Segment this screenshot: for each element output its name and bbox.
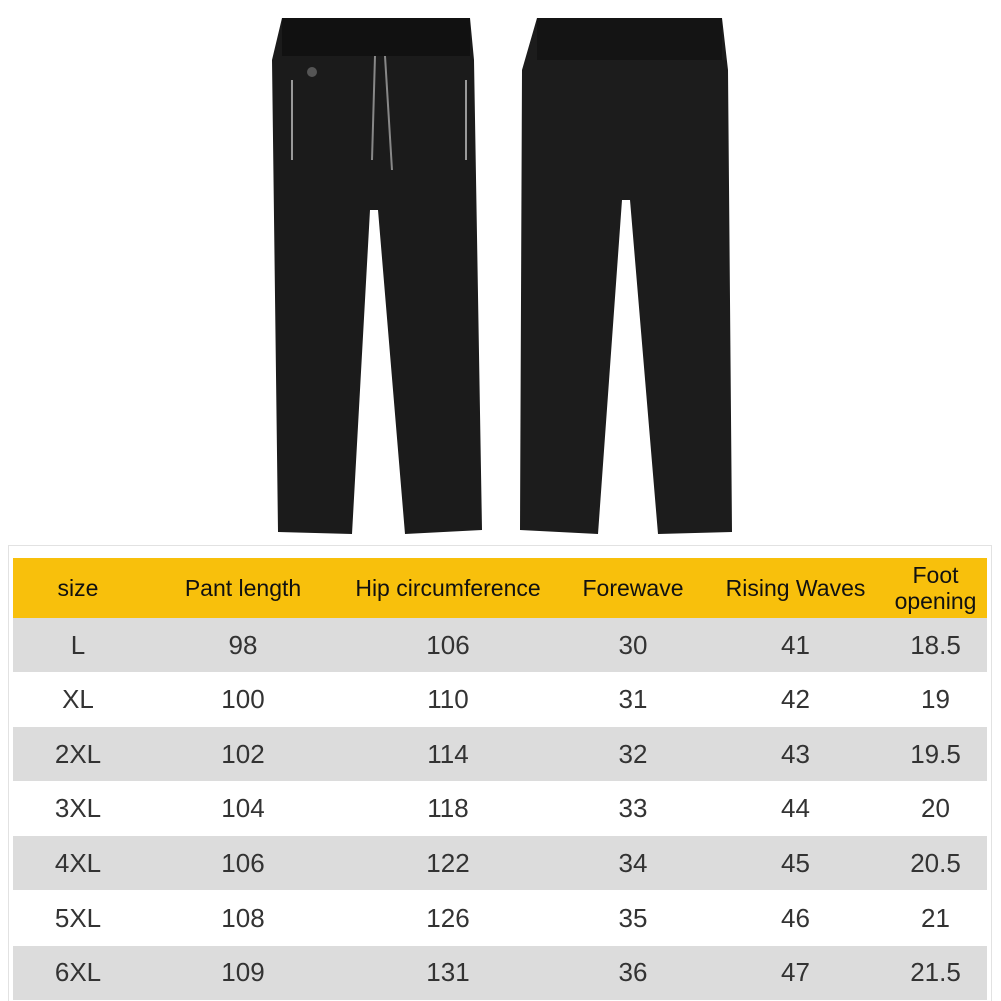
table-row <box>13 673 987 727</box>
pants-back <box>520 18 732 534</box>
cell-size: 6XL <box>54 957 102 988</box>
header-size: size <box>57 575 99 601</box>
header-forewave: Forewave <box>582 575 684 601</box>
header-hip: Hip circumference <box>355 575 541 601</box>
cell-pant-length: 108 <box>221 902 265 933</box>
table-header <box>13 558 987 618</box>
cell-foot-opening: 20.5 <box>910 847 961 878</box>
cell-size: 2XL <box>54 738 102 769</box>
cell-rising-waves: 47 <box>781 957 810 988</box>
table-row <box>13 946 987 1000</box>
cell-rising-waves: 43 <box>781 738 810 769</box>
cell-foot-opening: 18.5 <box>910 629 961 660</box>
cell-hip: 110 <box>427 684 469 715</box>
cell-foot-opening: 19 <box>921 684 950 715</box>
header-rising-waves: Rising Waves <box>725 575 866 601</box>
cell-pant-length: 98 <box>228 629 258 660</box>
table-row <box>13 618 987 672</box>
table-row <box>13 782 987 836</box>
cell-size: 4XL <box>54 847 102 878</box>
cell-rising-waves: 41 <box>781 629 810 660</box>
table-row <box>13 836 987 890</box>
cell-hip: 126 <box>426 902 470 933</box>
cell-foot-opening: 19.5 <box>910 738 961 769</box>
cell-size: 5XL <box>54 902 102 933</box>
cell-pant-length: 100 <box>221 684 265 715</box>
cell-pant-length: 104 <box>221 793 265 824</box>
cell-size: 3XL <box>54 793 102 824</box>
cell-forewave: 30 <box>618 629 648 660</box>
table-row <box>13 727 987 781</box>
cell-foot-opening: 20 <box>921 793 950 824</box>
cell-rising-waves: 45 <box>781 847 810 878</box>
cell-forewave: 32 <box>618 738 648 769</box>
cell-forewave: 35 <box>618 902 648 933</box>
cell-pant-length: 106 <box>221 847 265 878</box>
cell-pant-length: 109 <box>221 957 265 988</box>
cell-rising-waves: 46 <box>781 902 810 933</box>
cell-hip: 114 <box>427 738 469 769</box>
cell-hip: 122 <box>426 847 470 878</box>
table-row <box>13 891 987 945</box>
pants-front <box>272 18 482 534</box>
cell-hip: 106 <box>426 629 470 660</box>
cell-foot-opening: 21.5 <box>910 957 961 988</box>
cell-forewave: 36 <box>618 957 648 988</box>
cell-forewave: 31 <box>618 684 648 715</box>
cell-foot-opening: 21 <box>921 902 950 933</box>
header-pant-length: Pant length <box>184 575 302 601</box>
cell-forewave: 34 <box>618 847 648 878</box>
cell-pant-length: 102 <box>221 738 265 769</box>
size-chart-table <box>8 545 992 1001</box>
cell-rising-waves: 44 <box>781 793 810 824</box>
cell-size: L <box>70 629 86 660</box>
cell-rising-waves: 42 <box>781 684 810 715</box>
cell-hip: 131 <box>426 957 470 988</box>
cell-hip: 118 <box>427 793 469 824</box>
cell-size: XL <box>62 684 94 715</box>
cell-forewave: 33 <box>618 793 648 824</box>
header-foot-opening: Foot opening <box>894 562 977 614</box>
